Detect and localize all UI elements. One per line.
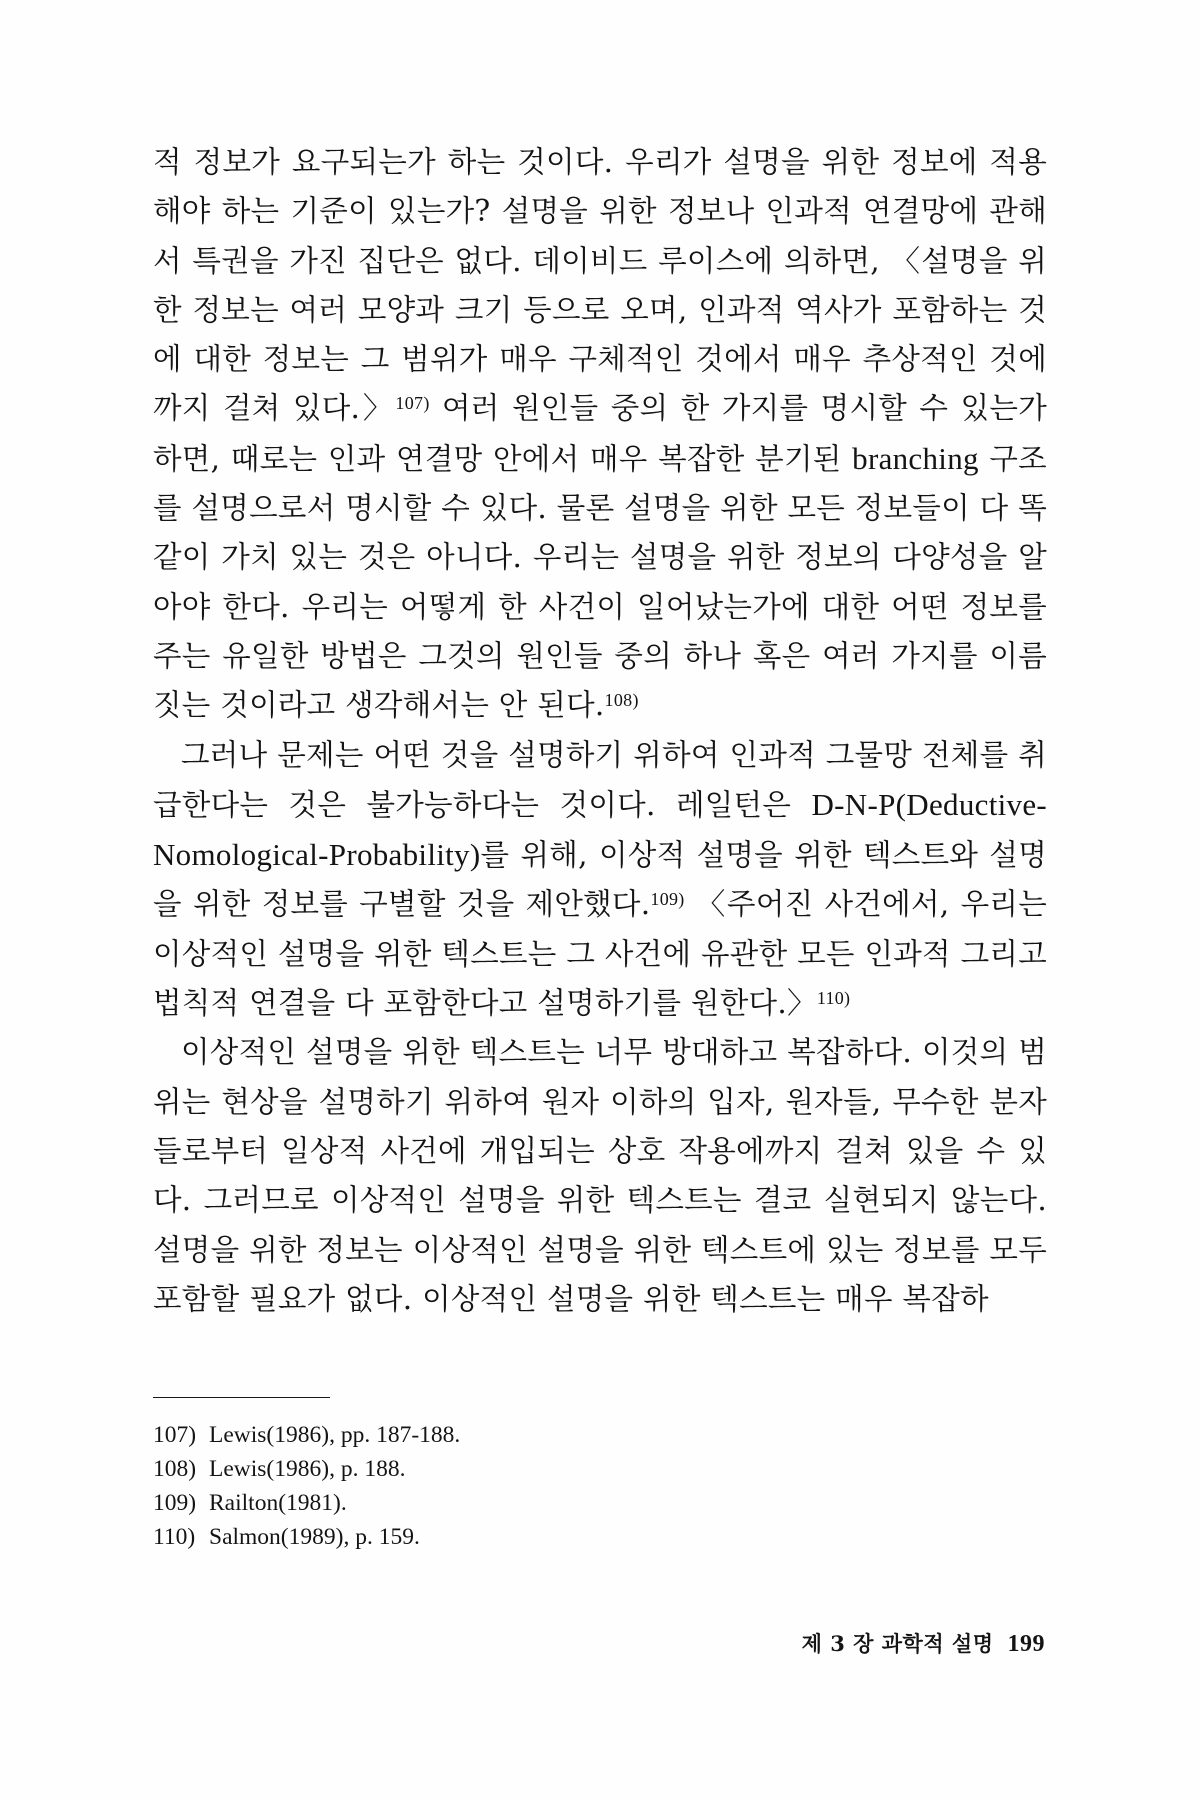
footnote-number: 107) bbox=[153, 1422, 197, 1448]
footnote-divider bbox=[153, 1397, 330, 1398]
footnote-citation: Salmon(1989), p. 159. bbox=[209, 1524, 420, 1550]
paragraph-1-text-2: 여러 원인들 중의 한 가지를 명시할 수 있는가 하면, 때로는 인과 연결망 안에서 매우 복잡한 분기된 bbox=[153, 391, 1047, 476]
paragraph-2-text-2: 를 위해, 이상적 설명을 위한 텍스트와 설명을 위한 정보를 구별할 것을 제안했다. bbox=[153, 838, 1047, 922]
paragraph-1-text-3: 구조를 설명으로서 명시할 수 있다. 물론 설명을 위한 모든 정보들이 다 똑같이 가치 있는 것은 아니다. 우리는 설명을 위한 정보의 다양성을 알아야 한다. 우리는 어떻게 한 사건이 일어났는가에 대한 어떤 정보를 주는 유일한 방법은 그것의 원인들 중의 하나 혹은 여러 가지를 이름짓는 것이라고 생각해서는 안 된다. bbox=[153, 441, 1047, 723]
footnote-citation: Lewis(1986), pp. 187-188. bbox=[209, 1422, 461, 1448]
paragraph-2 bbox=[153, 731, 1047, 1029]
footnote-number: 108) bbox=[153, 1456, 197, 1482]
footnote-107 bbox=[153, 1418, 853, 1452]
footnotes bbox=[153, 1418, 853, 1554]
body-text bbox=[153, 138, 1047, 1324]
paragraph-2-text-1: 그러나 문제는 어떤 것을 설명하기 위하여 인과적 그물망 전체를 취급한다는 것은 불가능하다는 것이다. 레일턴은 bbox=[153, 737, 1047, 822]
footnote-110 bbox=[153, 1520, 853, 1554]
footnote-108 bbox=[153, 1452, 853, 1486]
footnote-number: 110) bbox=[153, 1524, 196, 1550]
paragraph-1-latin-term: branching bbox=[852, 440, 979, 476]
paragraph-2-text-3: 〈주어진 사건에서, 우리는 이상적인 설명을 위한 텍스트는 그 사건에 유관한 모든 인과적 그리고 법칙적 연결을 다 포함한다고 설명하기를 원한다.〉 bbox=[153, 887, 1047, 1021]
footnote-ref-107: 107) bbox=[395, 393, 430, 414]
footnote-citation: Railton(1981). bbox=[209, 1490, 347, 1516]
paragraph-1-text-1: 적 정보가 요구되는가 하는 것이다. 우리가 설명을 위한 정보에 적용해야 하는 기준이 있는가? 설명을 위한 정보나 인과적 연결망에 관해서 특권을 가진 집단은 없다. 데이비드 루이스에 의하면, 〈설명을 위한 정보는 여러 모양과 크기 등으로 오며, 인과적 역사가 포함하는 것에 대한 정보는 그 범위가 매우 구체적인 것에서 매우 추상적인 것에까지 걸쳐 있다.〉 bbox=[153, 145, 1047, 426]
page-number: 199 bbox=[1007, 1631, 1045, 1657]
paragraph-2-latin-term: D-N-P(Deductive-Nomological-Probability) bbox=[153, 786, 1047, 873]
footnote-ref-109: 109) bbox=[650, 889, 685, 910]
chapter-title: 제 3 장 과학적 설명 bbox=[801, 1631, 994, 1656]
running-footer bbox=[802, 1628, 1045, 1658]
paragraph-3 bbox=[153, 1028, 1047, 1324]
footnote-citation: Lewis(1986), p. 188. bbox=[209, 1456, 406, 1482]
footnote-number: 109) bbox=[153, 1490, 197, 1516]
footnote-109 bbox=[153, 1486, 853, 1520]
paragraph-1 bbox=[153, 138, 1047, 731]
footnote-ref-108: 108) bbox=[604, 690, 639, 711]
paragraph-3-text: 이상적인 설명을 위한 텍스트는 너무 방대하고 복잡하다. 이것의 범위는 현상을 설명하기 위하여 원자 이하의 입자, 원자들, 무수한 분자들로부터 일상적 사건에 개입되는 상호 작용에까지 걸쳐 있을 수 있다. 그러므로 이상적인 설명을 위한 텍스트는 결코 실현되지 않는다. 설명을 위한 정보는 이상적인 설명을 위한 텍스트에 있는 정보를 모두 포함할 필요가 없다. 이상적인 설명을 위한 텍스트는 매우 복잡하 bbox=[153, 1035, 1047, 1316]
footnote-ref-110: 110) bbox=[816, 988, 851, 1009]
